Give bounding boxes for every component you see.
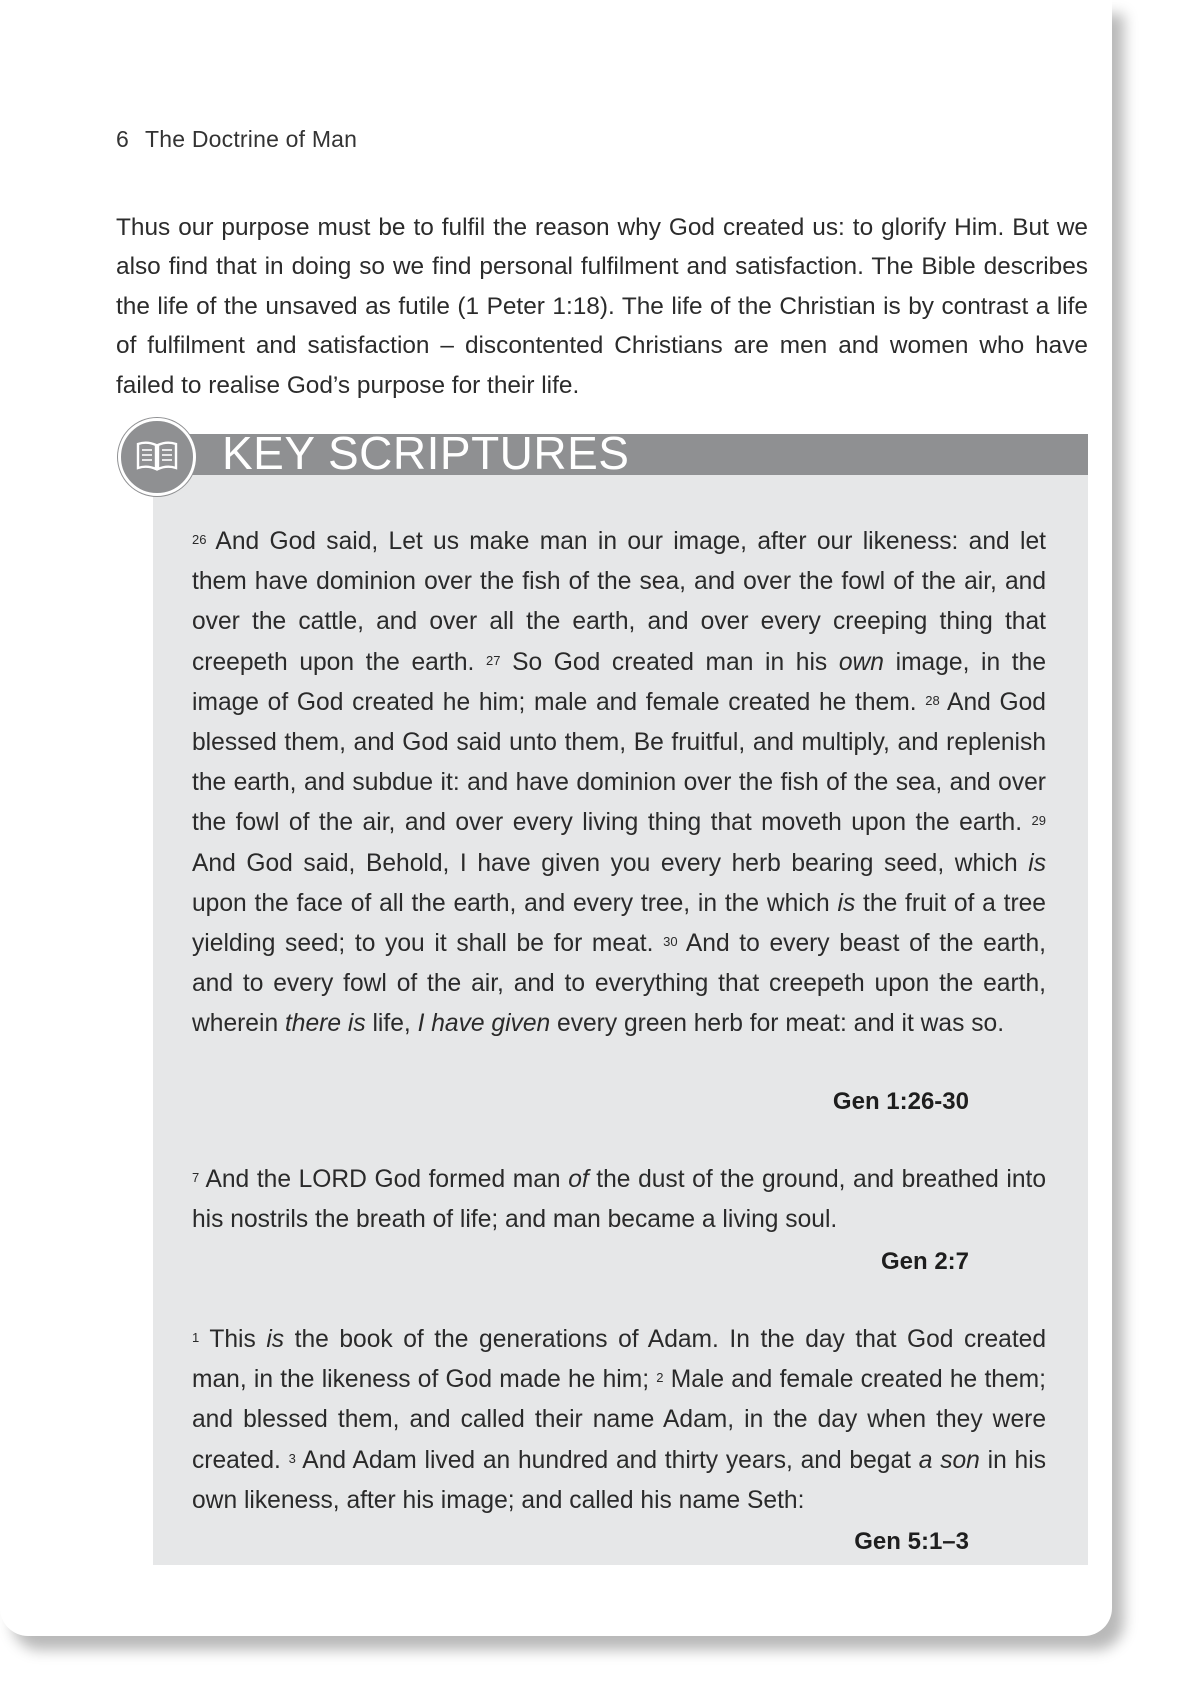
verse-number: 7 [192, 1170, 200, 1185]
verse-text: And to every beast of the earth, and to every fowl of the air, and to everything that creepeth upon the earth, wherein [192, 930, 1046, 1038]
verse-text: And Adam lived an hundred and thirty years, and begat [295, 1446, 919, 1474]
verse-text: Male and female created he them; and blessed them, and called their name Adam, in the day when they were created. [192, 1366, 1046, 1474]
verse-number: 1 [192, 1330, 200, 1345]
scripture-reference: Gen 1:26-30 [832, 1088, 969, 1115]
verse-number: 27 [486, 652, 501, 668]
scripture-reference: Gen 5:1–3 [854, 1528, 969, 1555]
verse-text: So God created man in his [500, 648, 839, 676]
page-number: 6 [116, 126, 129, 152]
verse-text: image, in the image of God created he him; male and female created he them. [192, 648, 1046, 716]
verse-text: in his own likeness, after his image; and called his name Seth: [192, 1446, 1046, 1514]
intro-text: Thus our purpose must be to fulfil the reason why God created us: to glorify Him. But we also find that in doing so we find personal fulfilment and satisfaction. The Bible describes the life of the unsaved as futile (1 Peter 1:18). The life of the Christian is by contrast a life of fulfilment and satisfaction – discontented Christians are men and women who have failed to realise God’s purpose for their life. [116, 214, 1088, 399]
italic-word: a son [918, 1446, 980, 1474]
verse-text: life, [365, 1010, 418, 1038]
verse-text: the fruit of a tree yielding seed; to you it shall be for meat. [192, 889, 1046, 958]
italic-word: I have given [417, 1010, 551, 1038]
italic-word: is [266, 1326, 285, 1353]
italic-word: is [1028, 849, 1046, 877]
scripture-passage [192, 522, 1046, 1045]
running-header [116, 126, 357, 153]
verse-text: And God blessed them, and God said unto them, Be fruitful, and multiply, and replenish the earth, and subdue it: and have dominion over the fish of the sea, and over the fowl of the air, and over every living thing that moveth upon the earth. [192, 688, 1046, 837]
italic-word: own [838, 648, 884, 676]
verse-text: every green herb for meat: and it was so. [550, 1010, 1005, 1038]
verse-number: 2 [656, 1370, 664, 1386]
italic-word: there is [284, 1010, 366, 1038]
scripture-passage [192, 1320, 1046, 1521]
verse-number: 29 [1031, 813, 1046, 829]
verse-number: 30 [663, 934, 678, 950]
verse-number: 28 [925, 692, 940, 708]
verse-text: upon the face of all the earth, and every tree, in the which [192, 889, 838, 917]
verse-text: And God said, Behold, I have given you every herb bearing seed, which [192, 849, 1029, 877]
italic-word: is [837, 889, 856, 917]
verse-text: the dust of the ground, and breathed into his nostrils the breath of life; and man became a living soul. [192, 1166, 1047, 1234]
scripture-reference: Gen 2:7 [880, 1248, 969, 1275]
intro-paragraph [116, 208, 1088, 405]
verse-text: the book of the generations of Adam. In the day that God created man, in the likeness of God made he him; [192, 1326, 1047, 1394]
running-title: The Doctrine of Man [145, 126, 358, 152]
verse-number: 26 [192, 532, 207, 547]
verse-text: This [199, 1326, 267, 1353]
verse-number: 3 [288, 1450, 296, 1466]
key-scriptures-title: KEY SCRIPTURES [222, 427, 630, 479]
italic-word: of [568, 1166, 589, 1193]
verse-text: And the LORD God formed man [199, 1166, 569, 1193]
scripture-passage [192, 1160, 1046, 1240]
verse-text: And God said, Let us make man in our image, after our likeness: and let them have dominion over the fish of the sea, and over the fowl of the air, and over the cattle, and over all the earth, and over every creeping thing that creepeth upon the earth. [192, 528, 1046, 676]
open-book-icon [118, 418, 196, 496]
